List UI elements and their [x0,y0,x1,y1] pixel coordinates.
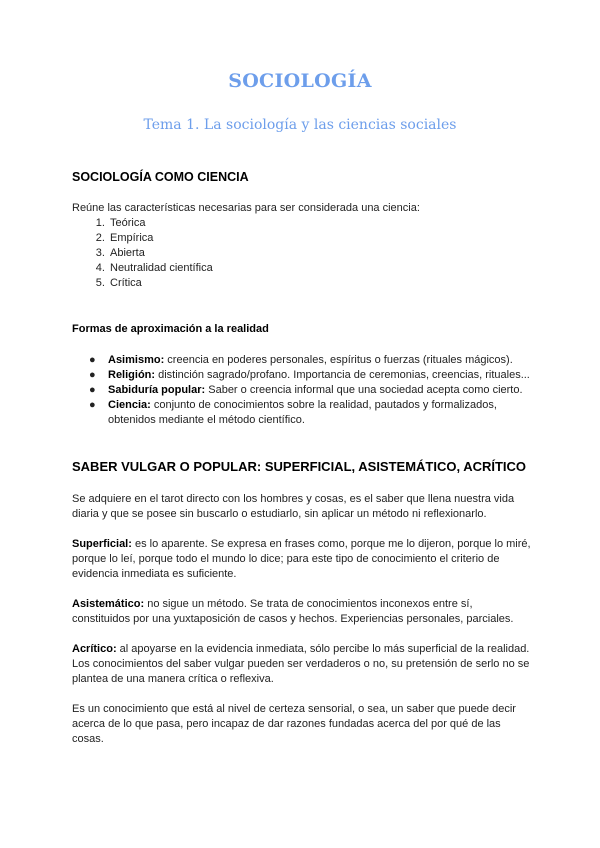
section3-closing: Es un conocimiento que está al nivel de certeza sensorial, o sea, un saber que puede decir acerca de lo que pasa, pero incapaz de dar razones fundadas acerca del por qué de las cosas. [72,703,516,745]
paragraph-acritico [72,642,532,687]
list-item [89,353,532,368]
section1-intro: Reúne las características necesarias para ser considerada una ciencia: [72,202,420,214]
term-text: no sigue un método. Se trata de conocimientos inconexos entre sí, constituidos por una yuxtaposición de casos y hechos. Experiencias personales, parciales. [72,598,514,625]
document-title: SOCIOLOGÍA [228,70,372,92]
bullet-icon: ● [89,384,96,396]
bullet-icon: ● [89,369,96,381]
term-text: es lo aparente. Se expresa en frases como, porque me lo dijeron, porque lo miré, porque lo leí, porque todo el mundo lo dice; para este tipo de conocimiento el criterio de evidencia inmediata es suficiente. [72,538,531,580]
term-label: Superficial: [72,538,132,550]
paragraph-superficial [72,537,532,582]
bullet-icon: ● [89,399,96,411]
term-text: conjunto de conocimientos sobre la realidad, pautados y formalizados, obtenidos mediante el método científico. [108,399,497,426]
list-item: 1. Teórica [108,216,532,231]
term-text: distinción sagrado/profano. Importancia de ceremonias, creencias, rituales... [155,369,530,381]
list-item: 2. Empírica [108,231,532,246]
list-item [89,398,532,428]
term-label: Ciencia: [108,399,151,411]
list-item: 5. Crítica [108,276,532,291]
document-body [72,170,532,747]
list-item [89,368,532,383]
term-label: Religión: [108,369,156,381]
term-label: Acrítico: [72,643,117,655]
paragraph-asistematico [72,597,532,627]
term-label: Sabiduría popular: [108,384,206,396]
document-subtitle: Tema 1. La sociología y las ciencias sociales [143,117,457,133]
list-item: 3. Abierta [108,246,532,261]
term-label: Asimismo: [108,354,165,366]
list-item [89,383,532,398]
list-item: 4. Neutralidad científica [108,261,532,276]
term-text: al apoyarse en la evidencia inmediata, sólo percibe lo más superficial de la realidad. Los conocimientos del saber vulgar pueden ser verdaderos o no, su pretensión de serlo no se plantea de una manera crítica o reflexiva. [72,643,530,685]
term-text: Saber o creencia informal que una sociedad acepta como cierto. [205,384,523,396]
ciencia-characteristics-list [72,216,532,291]
section3-intro: Se adquiere en el tarot directo con los hombres y cosas, es el saber que llena nuestra vida diaria y que se posee sin buscarlo o estudiarlo, sin aplicar un método ni reflexionarlo. [72,493,515,520]
section-heading-formas: Formas de aproximación a la realidad [72,323,269,335]
section-heading-sociologia-ciencia: SOCIOLOGÍA COMO CIENCIA [72,170,249,184]
bullet-icon: ● [89,354,96,366]
section-heading-saber-vulgar: SABER VULGAR O POPULAR: SUPERFICIAL, ASISTEMÁTICO, ACRÍTICO [72,459,527,474]
term-text: creencia en poderes personales, espíritus o fuerzas (rituales mágicos). [164,354,513,366]
formas-list [72,353,532,428]
term-label: Asistemático: [72,598,145,610]
